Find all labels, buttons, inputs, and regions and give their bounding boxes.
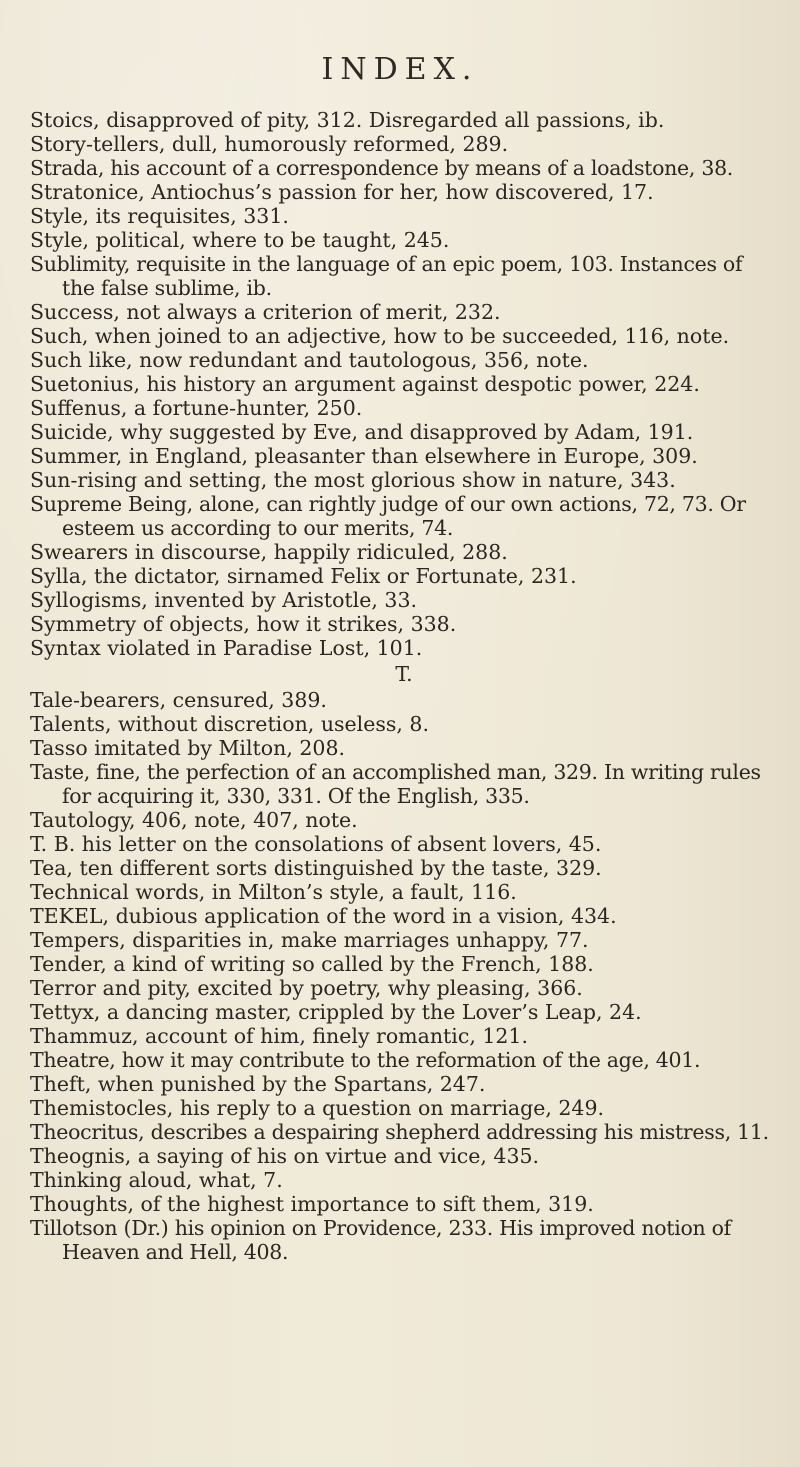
index-entry: Swearers in discourse, happily ridiculed, 288. — [30, 540, 508, 564]
index-entry: Thammuz, account of him, finely romantic, 121. — [30, 1024, 528, 1048]
index-entry: Tasso imitated by Milton, 208. — [30, 736, 346, 760]
section-letter-t: T. — [395, 662, 413, 686]
index-entry: Stratonice, Antiochus’s passion for her, how discovered, 17. — [30, 180, 654, 204]
index-entry: Thoughts, of the highest importance to sift them, 319. — [30, 1192, 594, 1216]
index-section-s — [30, 108, 778, 660]
index-section-t — [30, 688, 778, 1264]
index-entry: Tender, a kind of writing so called by the French, 188. — [30, 952, 594, 976]
index-entry: Story-tellers, dull, humorously reformed, 289. — [30, 132, 509, 156]
index-entry: Theft, when punished by the Spartans, 247. — [30, 1072, 486, 1096]
index-entry: Talents, without discretion, useless, 8. — [30, 712, 429, 736]
index-entry: Tempers, disparities in, make marriages unhappy, 77. — [30, 928, 589, 952]
index-entry: Suicide, why suggested by Eve, and disapproved by Adam, 191. — [30, 420, 694, 444]
index-entry: Themistocles, his reply to a question on marriage, 249. — [30, 1096, 605, 1120]
index-entry: T. B. his letter on the consolations of absent lovers, 45. — [30, 832, 602, 856]
index-entry: Technical words, in Milton’s style, a fault, 116. — [30, 880, 517, 904]
index-entry: Symmetry of objects, how it strikes, 338. — [30, 612, 457, 636]
index-entry: Tautology, 406, note, 407, note. — [30, 808, 358, 832]
index-entry: Syntax violated in Paradise Lost, 101. — [30, 636, 423, 660]
index-entry: Such like, now redundant and tautologous, 356, note. — [30, 348, 589, 372]
index-entry: Terror and pity, excited by poetry, why pleasing, 366. — [30, 976, 583, 1000]
index-entry: Success, not always a criterion of merit, 232. — [30, 300, 501, 324]
index-entry: Theognis, a saying of his on virtue and vice, 435. — [30, 1144, 540, 1168]
index-entry: Sun-rising and setting, the most glorious show in nature, 343. — [30, 468, 676, 492]
index-entry: Tettyx, a dancing master, crippled by the Lover’s Leap, 24. — [30, 1000, 642, 1024]
index-entry: Theocritus, describes a despairing shepherd addressing his mistress, 11. — [30, 1120, 769, 1144]
page-header: INDEX. — [321, 52, 479, 87]
index-entry: Style, political, where to be taught, 245. — [30, 228, 450, 252]
index-entry: Style, its requisites, 331. — [30, 204, 289, 228]
index-entry: Sublimity, requisite in the language of an epic poem, 103. Instances of the false sublime, ib. — [30, 252, 743, 300]
index-entry: Thinking aloud, what, 7. — [30, 1168, 283, 1192]
index-entry: Suetonius, his history an argument against despotic power, 224. — [30, 372, 700, 396]
index-entry: Supreme Being, alone, can rightly judge of our own actions, 72, 73. Or esteem us according to our merits, 74. — [30, 492, 746, 540]
index-entry: TEKEL, dubious application of the word in a vision, 434. — [30, 904, 617, 928]
index-entry: Theatre, how it may contribute to the reformation of the age, 401. — [30, 1048, 701, 1072]
index-entry: Suffenus, a fortune-hunter, 250. — [30, 396, 363, 420]
index-entry: Such, when joined to an adjective, how to be succeeded, 116, note. — [30, 324, 730, 348]
index-entry: Strada, his account of a correspondence by means of a loadstone, 38. — [30, 156, 734, 180]
index-entry: Sylla, the dictator, sirnamed Felix or Fortunate, 231. — [30, 564, 577, 588]
index-entry: Tillotson (Dr.) his opinion on Providence, 233. His improved notion of Heaven and Hell, 408. — [30, 1216, 731, 1264]
index-entry: Taste, fine, the perfection of an accomplished man, 329. In writing rules for acquiring it, 330, 331. Of the English, 335. — [30, 760, 761, 808]
index-entry: Tale-bearers, censured, 389. — [30, 688, 327, 712]
index-entry: Syllogisms, invented by Aristotle, 33. — [30, 588, 417, 612]
index-entry: Stoics, disapproved of pity, 312. Disregarded all passions, ib. — [30, 108, 665, 132]
index-entry: Tea, ten different sorts distinguished by the taste, 329. — [30, 856, 602, 880]
index-entry: Summer, in England, pleasanter than elsewhere in Europe, 309. — [30, 444, 698, 468]
